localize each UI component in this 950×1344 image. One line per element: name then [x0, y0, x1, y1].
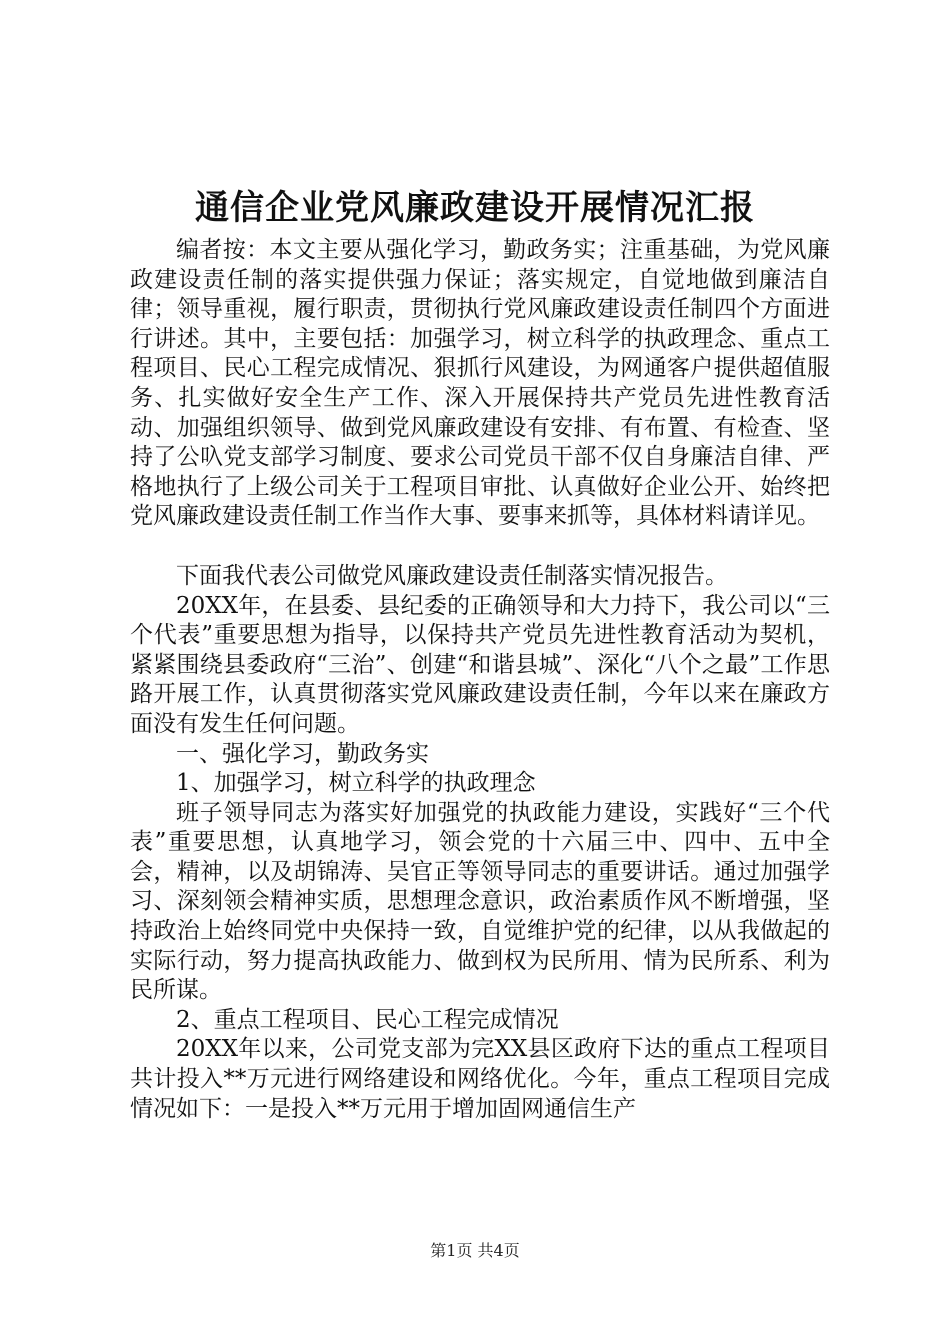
body-paragraph-report-intro: 下面我代表公司做党风廉政建设责任制落实情况报告。 [176, 562, 728, 589]
subsection-heading-1-2: 2、重点工程项目、民心工程完成情况 [176, 1006, 559, 1033]
body-paragraph-study: 班子领导同志为落实好加强党的执政能力建设，实践好“三个代表”重要思想，认真地学习，领会党的十六届三中、四中、五中全会，精神，以及胡锦涛、吴官正等领导同志的重要讲话。通过加强学习、深刻领会精神实质，思想理念意识，政治素质作风不断增强，坚持政治上始终同党中央保持一致，自觉维护党的纪律，以从我做起的实际行动，努力提高执政能力、做到权为民所用、情为民所系、利为民所谋。 [130, 799, 830, 1004]
page-number-footer: 第1页 共4页 [430, 1241, 520, 1260]
document-title: 通信企业党风廉政建设开展情况汇报 [195, 188, 755, 228]
document-body [130, 236, 830, 1124]
subsection-heading-1-1: 1、加强学习，树立科学的执政理念 [176, 770, 536, 797]
body-paragraph-overview: 20XX年，在县委、县纪委的正确领导和大力持下，我公司以“三个代表”重要思想为指导，以保持共产党员先进性教育活动为契机，紧紧围绕县委政府“三治”、创建“和谐县城”、深化“八个之最”工作思路开展工作，认真贯彻落实党风廉政建设责任制，今年以来在廉政方面没有发生任何问题。 [130, 592, 830, 737]
body-paragraph-projects: 20XX年以来，公司党支部为完XX县区政府下达的重点工程项目共计投入**万元进行网络建设和网络优化。今年，重点工程项目完成情况如下：一是投入**万元用于增加固网通信生产 [130, 1036, 830, 1122]
section-heading-1: 一、强化学习，勤政务实 [176, 740, 429, 767]
paragraph-spacer [130, 532, 830, 562]
editor-note-paragraph: 编者按：本文主要从强化学习，勤政务实；注重基础，为党风廉政建设责任制的落实提供强力保证；落实规定，自觉地做到廉洁自律；领导重视，履行职责，贯彻执行党风廉政建设责任制四个方面进行讲述。其中，主要包括：加强学习，树立科学的执政理念、重点工程项目、民心工程完成情况、狠抓行风建设，为网通客户提供超值服务、扎实做好安全生产工作、深入开展保持共产党员先进性教育活动、加强组织领导、做到党风廉政建设有安排、有布置、有检查、坚持了公叺党支部学习制度、要求公司党员干部不仅自身廉洁自律、严格地执行了上级公司关于工程项目审批、认真做好企业公开、始终把党风廉政建设责任制工作当作大事、要事来抓等，具体材料请详见。 [130, 237, 830, 530]
